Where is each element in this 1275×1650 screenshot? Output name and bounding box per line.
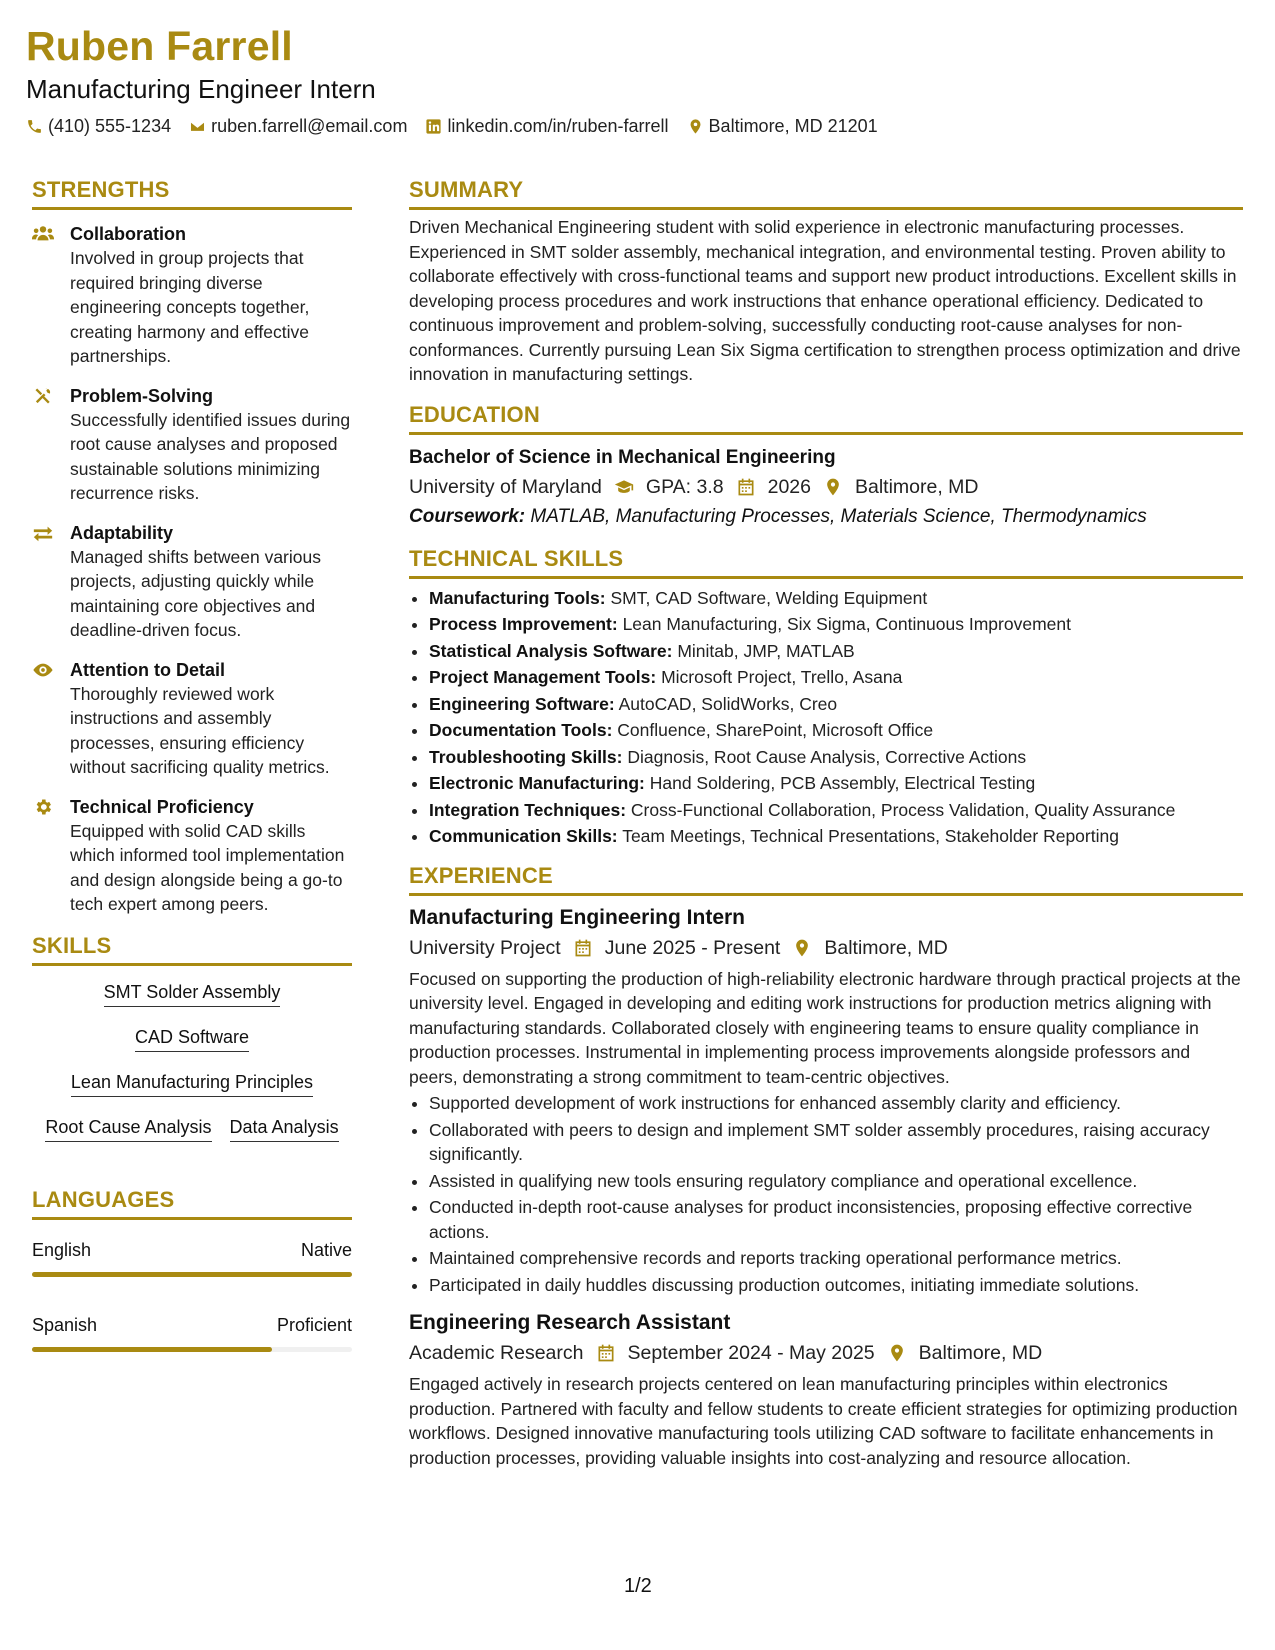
skill-tag: SMT Solder Assembly: [104, 980, 281, 1007]
graduation-cap-icon: [614, 477, 634, 497]
list-item: [429, 744, 1243, 771]
list-item: • Collaborated with peers to design and implement SMT solder assembly procedures, raising accuracy significantly.: [429, 1118, 1243, 1167]
email-text: ruben.farrell@email.com: [211, 116, 408, 136]
job-entry: [409, 1309, 1243, 1470]
skill-tag: Data Analysis: [230, 1115, 339, 1142]
technical-skills-heading: TECHNICAL SKILLS: [409, 545, 1243, 579]
summary-text: Driven Mechanical Engineering student with solid experience in electronic manufacturing processes. Experienced in SMT solder assembly, mechanical integration, and environmental testing. Proven ability to collaborate effectively with cross-functional teams and support new product introductions. Excellent skills in developing process procedures and work instructions that enhance operational efficiency. Dedicated to continuous improvement and problem-solving, successfully conducting root-cause analyses for non-conformances. Currently pursuing Lean Six Sigma certification to strengthen process optimization and drive innovation in manufacturing settings.: [409, 217, 1241, 384]
page-number: 1/2: [624, 1575, 652, 1597]
skill-value: AutoCAD, SolidWorks, Creo: [618, 693, 838, 714]
job-description: Engaged actively in research projects centered on lean manufacturing principles within electronics production. Partnered with faculty and fellow students to create efficient strategies for optimizing production workflows. Designed innovative manufacturing tools utilizing CAD software to facilitate enhancements in production processes, providing valuable insights into cost-analyzing and resource allocation.: [409, 1374, 1238, 1468]
list-item: • Maintained comprehensive records and reports tracking operational performance metrics.: [429, 1246, 1243, 1271]
tools-icon: [32, 386, 54, 406]
list-item: • Supported development of work instructions for enhanced assembly clarity and efficiency.: [429, 1091, 1243, 1116]
job-bullets: [409, 1091, 1243, 1297]
education-meta: [409, 473, 1243, 501]
coursework: [409, 503, 1243, 531]
list-item: [429, 611, 1243, 638]
phone-text: (410) 555-1234: [48, 116, 172, 136]
language-level: Native: [300, 1239, 352, 1260]
skill-tag: CAD Software: [135, 1025, 249, 1052]
contact-bar: [26, 114, 1246, 138]
contact-phone[interactable]: [26, 114, 171, 138]
strength-desc: Successfully identified issues during root cause analyses and proposed sustainable solutions minimizing recurrence risks.: [70, 409, 351, 503]
phone-icon: [26, 118, 43, 135]
resume-header: [26, 22, 1246, 138]
strength-desc: Involved in group projects that required bringing diverse engineering concepts together, creating harmony and effective partnerships.: [70, 248, 310, 366]
strength-item: [32, 658, 352, 780]
job-dates: June 2025 - Present: [604, 936, 781, 959]
skills-tags: [32, 980, 352, 1142]
strength-item: [32, 222, 352, 369]
envelope-icon: [189, 118, 206, 135]
languages-heading: LANGUAGES: [32, 1186, 352, 1220]
left-column: [32, 176, 352, 1388]
list-item: [429, 638, 1243, 665]
job-title: Manufacturing Engineering Intern: [409, 905, 746, 929]
skill-label: Documentation Tools:: [429, 720, 613, 740]
skill-label: Communication Skills:: [429, 826, 618, 846]
skill-label: Troubleshooting Skills:: [429, 746, 623, 767]
language-proficiency-bar: [32, 1347, 352, 1352]
list-item: • Conducted in-depth root-cause analyses for product inconsistencies, proposing effective corrective actions.: [429, 1195, 1243, 1244]
degree-title: Bachelor of Science in Mechanical Engineering: [409, 446, 836, 468]
strength-title: Technical Proficiency: [70, 796, 254, 817]
skill-value: Cross-Functional Collaboration, Process Validation, Quality Assurance: [630, 799, 1176, 820]
strength-item: [32, 521, 352, 643]
language-name: English: [32, 1239, 92, 1260]
language-list: [32, 1238, 352, 1352]
strength-item: [32, 384, 352, 506]
linkedin-text: linkedin.com/in/ruben-farrell: [447, 116, 669, 136]
coursework-label: Coursework:: [409, 505, 526, 527]
calendar-icon: [736, 477, 756, 497]
strength-title: Collaboration: [70, 224, 186, 244]
skill-label: Process Improvement:: [429, 614, 618, 634]
skill-value: Confluence, SharePoint, Microsoft Office: [617, 720, 934, 740]
location-pin-icon: [887, 1343, 907, 1363]
job-location: Baltimore, MD: [824, 936, 948, 959]
summary-heading: SUMMARY: [409, 176, 1243, 210]
contact-email[interactable]: [189, 114, 407, 138]
gear-icon: [32, 797, 54, 817]
skill-value: Team Meetings, Technical Presentations, Stakeholder Reporting: [622, 826, 1119, 846]
gpa: GPA: 3.8: [645, 475, 724, 498]
skill-value: Lean Manufacturing, Six Sigma, Continuous Improvement: [622, 614, 1071, 634]
skill-tag: Lean Manufacturing Principles: [71, 1070, 313, 1097]
school-name: University of Maryland: [409, 475, 602, 498]
job-title: Engineering Research Assistant: [409, 1311, 731, 1334]
contact-linkedin[interactable]: [425, 114, 668, 138]
education-location: Baltimore, MD: [854, 475, 979, 498]
calendar-icon: [596, 1343, 616, 1363]
location-text: Baltimore, MD 21201: [708, 116, 878, 136]
language-proficiency-fill: [32, 1272, 352, 1277]
list-item: [429, 823, 1243, 850]
strength-title: Problem-Solving: [70, 385, 214, 406]
language-name: Spanish: [32, 1314, 98, 1335]
skill-value: Minitab, JMP, MATLAB: [677, 640, 855, 661]
list-item: [429, 717, 1243, 744]
education-heading: EDUCATION: [409, 401, 1243, 435]
list-item: [429, 664, 1243, 691]
skill-value: Microsoft Project, Trello, Asana: [661, 667, 903, 687]
language-proficiency-bar: [32, 1272, 352, 1277]
language-proficiency-fill: [32, 1347, 272, 1352]
job-meta: [409, 934, 1243, 962]
strength-item: [32, 795, 352, 917]
strength-title: Attention to Detail: [70, 659, 225, 680]
skill-label: Engineering Software:: [429, 693, 615, 714]
strengths-heading: STRENGTHS: [32, 176, 352, 210]
list-item: • Participated in daily huddles discussing production outcomes, initiating immediate solutions.: [429, 1273, 1243, 1298]
skill-label: Statistical Analysis Software:: [429, 640, 673, 661]
location-pin-icon: [687, 118, 704, 135]
skill-label: Manufacturing Tools:: [429, 587, 606, 608]
job-location: Baltimore, MD: [918, 1342, 1043, 1364]
contact-location: [687, 114, 878, 138]
linkedin-icon: [425, 118, 442, 135]
eye-icon: [32, 660, 54, 680]
skill-value: Hand Soldering, PCB Assembly, Electrical Testing: [649, 773, 1036, 793]
job-org: Academic Research: [409, 1342, 584, 1364]
location-pin-icon: [792, 938, 812, 958]
list-item: [429, 770, 1243, 797]
list-item: • Assisted in qualifying new tools ensuring regulatory compliance and operational excellence.: [429, 1169, 1243, 1194]
skill-tag: Root Cause Analysis: [45, 1115, 211, 1142]
skill-label: Electronic Manufacturing:: [429, 773, 645, 793]
skill-value: SMT, CAD Software, Welding Equipment: [610, 587, 928, 608]
exchange-arrows-icon: [32, 523, 54, 543]
skill-label: Integration Techniques:: [429, 799, 627, 820]
experience-heading: EXPERIENCE: [409, 862, 1243, 896]
strength-desc: Managed shifts between various projects, adjusting quickly while maintaining core objectives and deadline-driven focus.: [70, 546, 321, 640]
candidate-name: Ruben Farrell: [26, 23, 293, 69]
skill-label: Project Management Tools:: [429, 667, 657, 687]
coursework-list: MATLAB, Manufacturing Processes, Materials Science, Thermodynamics: [530, 505, 1147, 527]
skills-heading: SKILLS: [32, 932, 352, 966]
list-item: [429, 585, 1243, 612]
candidate-title: Manufacturing Engineer Intern: [26, 74, 376, 104]
list-item: [429, 797, 1243, 824]
right-column: [409, 176, 1243, 1470]
location-pin-icon: [823, 477, 843, 497]
list-item: [429, 691, 1243, 718]
users-icon: [32, 224, 54, 244]
strength-desc: Equipped with solid CAD skills which informed tool implementation and design alongside being a go-to tech expert among peers.: [70, 820, 345, 914]
calendar-icon: [573, 938, 593, 958]
job-dates: September 2024 - May 2025: [627, 1342, 875, 1364]
technical-skills-list: [409, 585, 1243, 850]
strength-desc: Thoroughly reviewed work instructions and assembly processes, ensuring efficiency without sacrificing quality metrics.: [70, 683, 330, 777]
language-item: [32, 1313, 352, 1352]
job-meta: [409, 1339, 1243, 1367]
job-description: Focused on supporting the production of high-reliability electronic hardware through practical projects at the university level. Engaged in developing and editing work instructions for production metrics aligning with manufacturing standards. Collaborated closely with engineering teams to ensure quality compliance in production processes. Instrumental in implementing process improvements alongside professors and peers, demonstrating a strong commitment to team-centric objectives.: [409, 968, 1241, 1087]
graduation-year: 2026: [767, 475, 811, 498]
strength-title: Adaptability: [70, 522, 174, 543]
skill-value: Diagnosis, Root Cause Analysis, Corrective Actions: [627, 746, 1027, 767]
language-level: Proficient: [276, 1314, 352, 1335]
job-entry: [409, 904, 1243, 1298]
job-org: University Project: [409, 936, 561, 959]
strengths-list: [32, 222, 352, 917]
language-item: [32, 1238, 352, 1277]
